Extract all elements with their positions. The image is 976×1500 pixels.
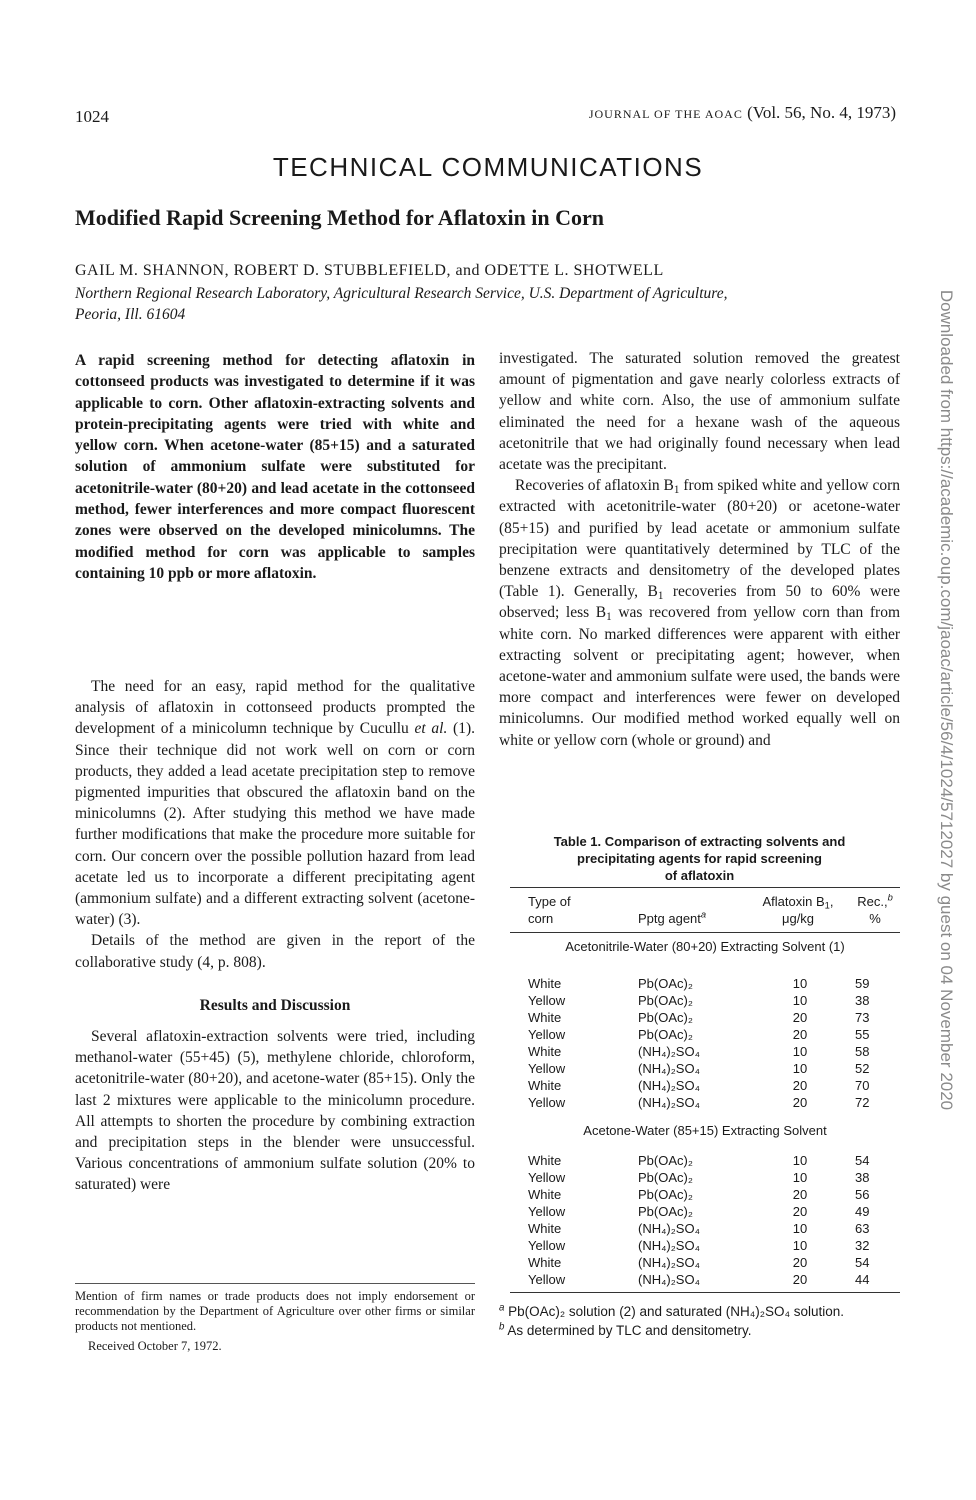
table-row	[510, 1254, 900, 1271]
table-row	[510, 1152, 900, 1169]
cell-pptg-agent: Pb(OAc)₂	[638, 1010, 693, 1025]
intro-paragraph-1	[75, 676, 475, 930]
cell-pptg-agent: (NH₄)₂SO₄	[638, 1221, 700, 1236]
table-row	[510, 1043, 900, 1060]
table-row	[510, 1186, 900, 1203]
table-row	[510, 1060, 900, 1077]
cell-pptg-agent: (NH₄)₂SO₄	[638, 1272, 700, 1287]
header-type-line-1: Type of	[528, 894, 571, 909]
affiliation-line-1: Northern Regional Research Laboratory, Agricultural Research Service, U.S. Department of Agriculture,	[75, 285, 728, 302]
header-agent-text: Pptg agent	[638, 911, 701, 926]
table-row	[510, 1220, 900, 1237]
download-watermark: Downloaded from https://academic.oup.com/jaoac/article/56/4/1024/5712027 by guest on 04 November 2020	[937, 289, 956, 1111]
cell-aflatoxin: 10	[792, 1061, 808, 1076]
running-head	[589, 103, 896, 123]
header-agent	[638, 910, 706, 927]
right-paragraph-1: investigated. The saturated solution removed the greatest amount of pigmentation and gave nearly colorless extracts of yellow and white corn. Also, the use of ammonium sulfate eliminated the need for a hexane wash of the aqueous acetonitrile that we had originally found necessary when lead acetate was the precipitant.	[499, 350, 900, 474]
header-agent-mark: a	[700, 909, 707, 920]
cell-aflatoxin: 20	[792, 1255, 808, 1270]
intro-paragraph-2: Details of the method are given in the report of the collaborative study (4, p. 808).	[75, 932, 475, 971]
cell-aflatoxin: 20	[792, 1078, 808, 1093]
cell-recovery: 49	[855, 1204, 870, 1219]
table-bottom-rule	[510, 1292, 900, 1293]
page-number: 1024	[75, 107, 109, 126]
cell-corn-type: Yellow	[528, 1238, 566, 1253]
cell-aflatoxin: 10	[792, 976, 808, 991]
table-notes	[499, 1302, 900, 1340]
cell-recovery: 32	[855, 1238, 870, 1253]
cell-pptg-agent: Pb(OAc)₂	[638, 1170, 693, 1185]
cell-pptg-agent: (NH₄)₂SO₄	[638, 1095, 700, 1110]
cell-recovery: 72	[855, 1095, 870, 1110]
cell-corn-type: Yellow	[528, 1170, 566, 1185]
header-type	[528, 893, 571, 927]
cell-aflatoxin: 20	[792, 1187, 808, 1202]
cell-aflatoxin: 10	[792, 1221, 808, 1236]
table-row	[510, 992, 900, 1009]
cell-corn-type: Yellow	[528, 1272, 566, 1287]
cell-pptg-agent: (NH₄)₂SO₄	[638, 1078, 700, 1093]
cell-corn-type: Yellow	[528, 993, 566, 1008]
note-a-mark: a	[499, 1302, 505, 1314]
table-header	[510, 893, 900, 929]
table-note-a	[499, 1302, 900, 1321]
cell-corn-type: Yellow	[528, 1095, 566, 1110]
cell-recovery: 58	[855, 1044, 870, 1059]
table-caption-line-3: of aflatoxin	[664, 868, 735, 883]
cell-corn-type: White	[528, 976, 562, 991]
cell-pptg-agent: (NH₄)₂SO₄	[638, 1044, 700, 1059]
intro-text-b: (1). Since their technique did not work well on corn or corn products, they added a lead acetate precipitation step to remove pigmented impurities that obscured the aflatoxin band on the minicolumns (2). After studying this method we have made further modifications that make the procedure more suitable for corn. Our concern over the possible pollution hazard from lead acetate led us to incorporate a different precipitating agent (ammonium sulfate) and a different extracting solvent (acetone-water) (3).	[75, 720, 475, 929]
intro-text-a: The need for an easy, rapid method for the qualitative analysis of aflatoxin in cottonseed products prompted the development of a minicolumn technique by Cucullu	[75, 678, 475, 738]
header-aflatoxin-sub: 1	[824, 900, 830, 911]
cell-aflatoxin: 10	[792, 1170, 808, 1185]
results-heading: Results and Discussion	[199, 996, 351, 1014]
header-aflatoxin-line-2: μg/kg	[781, 911, 815, 926]
cell-corn-type: Yellow	[528, 1027, 566, 1042]
cell-corn-type: White	[528, 1044, 562, 1059]
cell-recovery: 54	[855, 1255, 870, 1270]
cell-aflatoxin: 10	[792, 1153, 808, 1168]
header-type-line-2: corn	[528, 911, 554, 926]
right-column	[499, 348, 900, 751]
cell-corn-type: White	[528, 1010, 562, 1025]
header-aflatoxin	[738, 893, 858, 927]
cell-recovery: 54	[855, 1153, 870, 1168]
header-aflatoxin-text: Aflatoxin B	[762, 894, 825, 909]
table-caption-line-2: precipitating agents for rapid screening	[577, 851, 822, 866]
affiliation-line-2: Peoria, Ill. 61604	[75, 306, 186, 323]
table-note-b	[499, 1321, 900, 1340]
footnote: Mention of firm names or trade products does not imply endorsement or recommendation by the Department of Agriculture over other firms or similar products not mentioned.	[75, 1289, 475, 1333]
table-row	[510, 1026, 900, 1043]
cell-recovery: 70	[855, 1078, 870, 1093]
header-recovery-mark: b	[887, 892, 893, 903]
abstract: A rapid screening method for detecting aflatoxin in cottonseed products was investigated to determine if it was applicable to corn. Other aflatoxin-extracting solvents and protein-precipitating agents were tried with white and yellow corn. When acetone-water (85+15) and a saturated solution of ammonium sulfate were substituted for acetonitrile-water (80+20) and lead acetate in the cottonseed method, fewer interferences and more compact fluorescent zones were observed on the developed minicolumns. The modified method for corn was applicable to samples containing 10 ppb or more aflatoxin.	[75, 352, 475, 582]
cell-aflatoxin: 20	[792, 1272, 808, 1287]
article-title: Modified Rapid Screening Method for Aflatoxin in Corn	[75, 205, 605, 230]
left-column	[75, 676, 475, 1196]
cell-aflatoxin: 10	[792, 993, 808, 1008]
note-a-text: Pb(OAc)₂ solution (2) and saturated (NH₄)₂SO₄ solution.	[504, 1304, 845, 1319]
cell-pptg-agent: Pb(OAc)₂	[638, 1187, 693, 1202]
cell-pptg-agent: Pb(OAc)₂	[638, 976, 693, 991]
cell-pptg-agent: Pb(OAc)₂	[638, 1153, 693, 1168]
cell-pptg-agent: Pb(OAc)₂	[638, 1204, 693, 1219]
note-b-mark: b	[499, 1321, 505, 1333]
cell-aflatoxin: 10	[792, 1044, 808, 1059]
header-aflatoxin-comma: ,	[829, 894, 834, 909]
table-row	[510, 1237, 900, 1254]
cell-aflatoxin: 20	[792, 1027, 808, 1042]
subscript: 1	[657, 590, 664, 603]
cell-recovery: 38	[855, 1170, 870, 1185]
cell-corn-type: White	[528, 1221, 562, 1236]
cell-corn-type: White	[528, 1255, 562, 1270]
cell-pptg-agent: (NH₄)₂SO₄	[638, 1255, 700, 1270]
table-caption	[499, 833, 900, 884]
table-caption-line-1: Table 1. Comparison of extracting solvents and	[553, 834, 846, 849]
cell-corn-type: White	[528, 1187, 562, 1202]
cell-recovery: 52	[855, 1061, 870, 1076]
p2-text-b: from spiked white and yellow corn extracted with acetonitrile-water (80+20) or acetone-water (85+15) and purified by lead acetate or ammonium sulfate precipitation were quantitatively determined by TLC of the benzene extracts and densitometry of the developed plates (Table 1). Generally, B	[499, 477, 900, 601]
right-paragraph-2	[499, 475, 900, 751]
table-row	[510, 975, 900, 992]
cell-aflatoxin: 20	[792, 1010, 808, 1025]
table-header-rule	[510, 932, 900, 933]
cell-aflatoxin: 20	[792, 1204, 808, 1219]
cell-recovery: 63	[855, 1221, 870, 1236]
subscript: 1	[673, 484, 680, 496]
header-aflatoxin-line-1	[738, 893, 858, 910]
header-recovery	[850, 893, 900, 927]
affiliation	[75, 283, 895, 325]
cell-corn-type: White	[528, 1078, 562, 1093]
et-al: et al.	[414, 720, 448, 738]
cell-aflatoxin: 10	[792, 1238, 808, 1253]
table-group-label: Acetone-Water (85+15) Extracting Solvent	[583, 1123, 827, 1138]
cell-aflatoxin: 20	[792, 1095, 808, 1110]
table-row	[510, 1094, 900, 1111]
cell-corn-type: White	[528, 1153, 562, 1168]
cell-recovery: 59	[855, 976, 870, 991]
table-group-label: Acetonitrile-Water (80+20) Extracting Solvent (1)	[565, 939, 845, 954]
table-row	[510, 1203, 900, 1220]
section-title: TECHNICAL COMMUNICATIONS	[272, 152, 704, 182]
header-recovery-text: Rec.,	[857, 894, 888, 909]
header-recovery-line-2: %	[869, 911, 881, 926]
table-row	[510, 1077, 900, 1094]
cell-pptg-agent: Pb(OAc)₂	[638, 1027, 693, 1042]
header-recovery-line-1	[850, 893, 900, 910]
cell-pptg-agent: (NH₄)₂SO₄	[638, 1238, 700, 1253]
table-row	[510, 1009, 900, 1026]
cell-recovery: 73	[855, 1010, 870, 1025]
table-top-rule	[510, 887, 900, 888]
cell-pptg-agent: Pb(OAc)₂	[638, 993, 693, 1008]
cell-recovery: 44	[855, 1272, 870, 1287]
note-b-text: As determined by TLC and densitometry.	[504, 1323, 752, 1338]
journal-name: JOURNAL OF THE AOAC	[588, 107, 743, 121]
cell-recovery: 55	[855, 1027, 870, 1042]
cell-corn-type: Yellow	[528, 1061, 566, 1076]
received-date: Received October 7, 1972.	[88, 1339, 222, 1353]
footnote-rule	[75, 1283, 475, 1284]
cell-recovery: 56	[855, 1187, 870, 1202]
p2-text-d: was recovered from yellow corn than from white corn. No marked differences were apparent with either extracting solvent or precipitating agent; however, when acetone-water and ammonium sulfate were used, the bands were more compact and interferences were fewer on developed minicolumns. Our modified method worked equally well on white or yellow corn (whole or ground) and	[499, 604, 900, 749]
volume-issue: (Vol. 56, No. 4, 1973)	[747, 103, 896, 122]
cell-pptg-agent: (NH₄)₂SO₄	[638, 1061, 700, 1076]
authors: GAIL M. SHANNON, ROBERT D. STUBBLEFIELD, and ODETTE L. SHOTWELL	[75, 262, 664, 279]
cell-recovery: 38	[855, 993, 870, 1008]
subscript: 1	[606, 611, 612, 624]
cell-corn-type: Yellow	[528, 1204, 566, 1219]
p2-text-c: recoveries from 50 to 60% were observed; less B	[499, 583, 900, 622]
table-row	[510, 1271, 900, 1288]
table-row	[510, 1169, 900, 1186]
results-paragraph-1: Several aflatoxin-extraction solvents were tried, including methanol-water (55+45) (5), methylene chloride, chloroform, acetonitrile-water (80+20), and acetone-water (85+15). Only the last 2 mixtures were applicable to the minicolumn procedure. All attempts to shorten the procedure by combining extraction and precipitation steps in the blender were unsuccessful. Various concentrations of ammonium sulfate solution (20% to saturated) were	[75, 1028, 475, 1194]
p2-text-a: Recoveries of aflatoxin B	[515, 477, 674, 495]
